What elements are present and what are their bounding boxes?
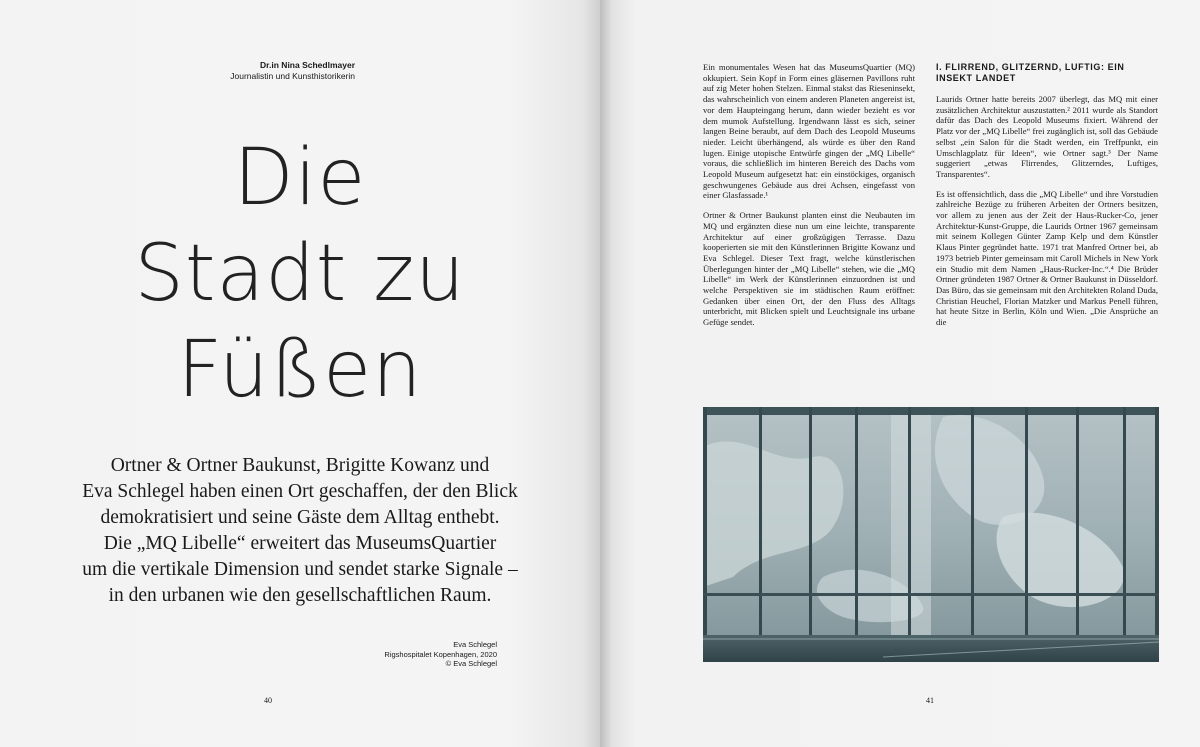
body-paragraph: Ortner & Ortner Baukunst planten einst die Neubauten im MQ und ergänzten diese nun um eine leichte, transparente Architektur auf einer großzügigen Terrasse. Dazu kooperierten sie mit den Künstlerinnen Brigitte Kowanz und Eva Schlegel. Dieser Text fragt, welche künstlerischen Überlegungen hinter der „MQ Libelle“ stehen, wie die „MQ Libelle“ im Werk der Künstlerinnen einzuordnen ist und welche Perspektiven sie im städtischen Raum eröffnet: Gedanken über einen Ort, der den Fluss des Alltags unterbricht, mit Blicken spielt und Leuchtsignale ins urbane Gefüge sendet. <box>703 210 915 328</box>
section-heading: I. FLIRREND, GLITZERND, LUFTIG: EIN INSEKT LANDET <box>936 62 1125 83</box>
page-number-right: 41 <box>926 696 934 705</box>
text-column-2 <box>936 62 1158 337</box>
author-block <box>195 60 355 82</box>
facade-photo <box>703 407 1159 662</box>
right-page <box>600 0 1200 747</box>
article-title <box>0 130 600 418</box>
lead-line: Die „MQ Libelle“ erweitert das MuseumsQuartier <box>103 533 497 554</box>
title-line: Stadt zu <box>134 229 466 319</box>
lead-line: um die vertikale Dimension und sendet starke Signale – <box>82 559 518 580</box>
caption-line: Eva Schlegel <box>453 640 497 649</box>
author-name: Dr.in Nina Schedlmayer <box>260 60 355 70</box>
image-caption <box>340 640 497 669</box>
body-paragraph: Es ist offensichtlich, dass die „MQ Libelle“ und ihre Vorstudien zahlreiche Bezüge zu früheren Arbeiten der Ortners besitzen, vor allem zu jenen aus der Zeit der Haus-Rucker-Co, jener Architektur-Kunst-Gruppe, die Laurids Ortner 1967 gemeinsam mit seinem Kollegen Günter Zamp Kelp und dem Künstler Klaus Pinter gegründet hatte. 1971 trat Manfred Ortner bei, ab 1973 betrieb Pinter gemeinsam mit Caroll Michels in New York ein Studio mit dem Namen „Haus-Rucker-Inc.“.⁴ Die Brüder Ortner gründeten 1987 Ortner & Ortner Baukunst in Düsseldorf. Das Büro, das sie gemeinsam mit den Architekten Roland Duda, Christian Heuchel, Florian Matzker und Markus Penell führen, hat heute Sitze in Berlin, Köln und Wien. „Die Ansprüche an die <box>936 188 1158 328</box>
body-paragraph: Laurids Ortner hatte bereits 2007 überlegt, das MQ mit einer zusätzlichen Architektur auszustatten.² 2011 wurde als Standort dafür das Dach des Leopold Museums fixiert. Während der Platz vor der „MQ Libelle“ frei zugänglich ist, soll das Gebäude selbst „ein Salon für die Stadt werden, ein Treffpunkt, ein Umschlagplatz für Ideen“, wie Ortner sagt.³ Der Name suggeriert „etwas Flirrendes, Glitzerndes, Luftiges, Transparentes“. <box>936 94 1158 179</box>
author-role: Journalistin und Kunsthistorikerin <box>230 71 355 81</box>
lead-line: demokratisiert und seine Gäste dem Alltag enthebt. <box>100 507 500 528</box>
page-number-left: 40 <box>264 696 272 705</box>
body-paragraph: Ein monumentales Wesen hat das MuseumsQuartier (MQ) okkupiert. Sein Kopf in Form eines gläsernen Pavillons ruht auf zig Meter hohen Stelzen. Einmal stakst das Rieseninsekt, das wahrscheinlich von einem anderen Planeten angereist ist, vor dem Haupteingang herum, dann wieder bezieht es vor dem mumok Aufstellung. Irgendwann lässt es sich, seiner langen Beine beraubt, auf dem Dach des Leopold Museums nieder. Leicht überhängend, als würde es über den Rand lugen. Einige utopische Entwürfe gingen der „MQ Libelle“ voraus, die schließlich im hinteren Bereich des Dachs vom Leopold Museum aufgesetzt hat: ein einstöckiges, organisch geschwungenes Gebäude aus drei Achsen, eingefasst von einer Glasfassade.¹ <box>703 62 915 201</box>
text-column-1 <box>703 62 915 337</box>
title-line: Füßen <box>177 325 423 415</box>
caption-line: © Eva Schlegel <box>445 659 497 668</box>
lead-line: Ortner & Ortner Baukunst, Brigitte Kowanz und <box>110 455 490 476</box>
caption-line: Rigshospitalet Kopenhagen, 2020 <box>384 649 497 659</box>
lead-line: in den urbanen wie den gesellschaftlichen Raum. <box>108 585 492 606</box>
title-line: Die <box>233 133 367 223</box>
lead-line: Eva Schlegel haben einen Ort geschaffen, der den Blick <box>82 481 518 502</box>
glass-facade-image <box>703 407 1159 662</box>
lead-paragraph <box>40 453 560 609</box>
